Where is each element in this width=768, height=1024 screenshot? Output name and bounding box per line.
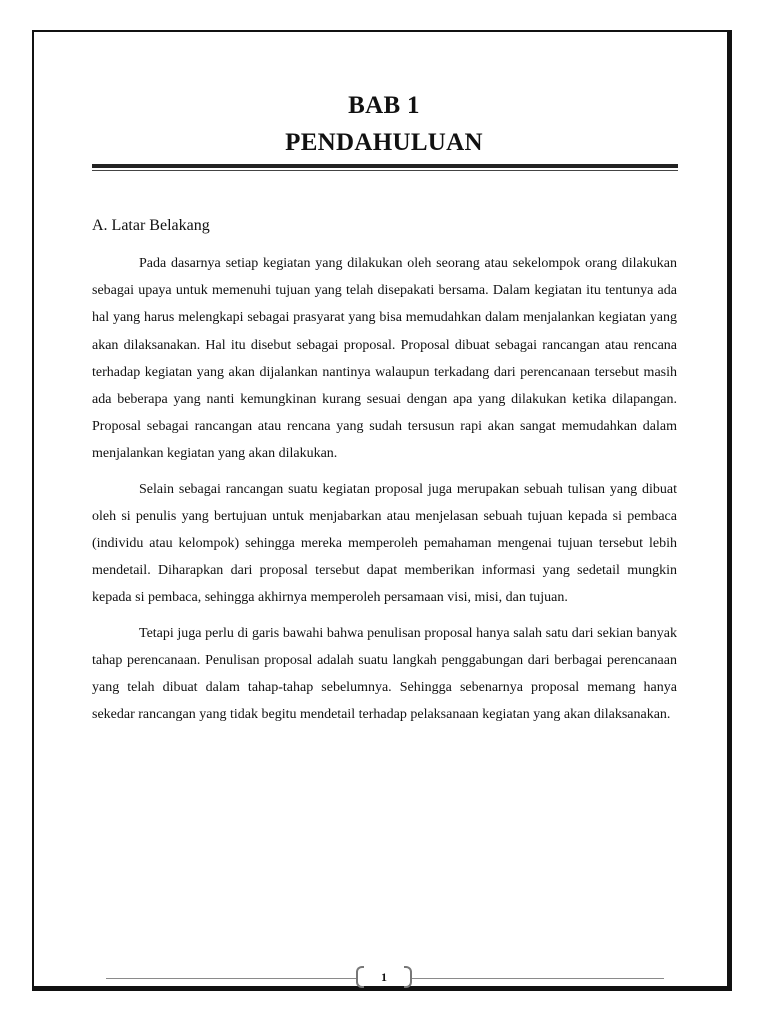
paragraph: Tetapi juga perlu di garis bawahi bahwa penulisan proposal hanya salah satu dari sekian banyak tahap perencanaan. Penulisan proposal adalah suatu langkah penggabungan dari berbagai perencanaan yang telah dibuat dalam tahap-tahap sebelumnya. Sehingga sebenarnya proposal memang hanya sekedar rancangan yang tidak begitu mendetail terhadap pelaksanaan kegiatan yang akan dilaksanakan. [92, 625, 677, 723]
footer-rule-left [106, 978, 356, 979]
section-heading: A. Latar Belakang [92, 217, 210, 234]
chapter-title: PENDAHULUAN [285, 129, 483, 156]
page-number: 1 [381, 970, 387, 984]
paragraph: Selain sebagai rancangan suatu kegiatan proposal juga merupakan sebuah tulisan yang dibuat oleh si penulis yang bertujuan untuk menjabarkan atau menjelasan sebuah tujuan kepada si pembaca (individu atau kelompok) sehingga mereka memperoleh pemahaman mengenai tujuan tersebut lebih mendetail. Diharapkan dari proposal tersebut dapat memberikan informasi yang sedetail mungkin kepada si pembaca, sehingga akhirnya memperoleh persamaan visi, misi, dan tujuan. [92, 481, 677, 606]
chapter-label: BAB 1 [348, 92, 420, 119]
right-bracket-icon [404, 966, 412, 988]
paragraph: Pada dasarnya setiap kegiatan yang dilakukan oleh seorang atau sekelompok orang dilakukan sebagai upaya untuk memenuhi tujuan yang telah disepakati bersama. Dalam kegiatan itu tentunya ada hal yang harus melengkapi sebagai prasyarat yang bisa memudahkan dalam menjalankan kegiatan yang akan dilaksanakan. Hal itu disebut sebagai proposal. Proposal dibuat sebagai rancangan atau rencana terhadap kegiatan yang akan dijalankan nantinya walaupun terkadang dari perencanaan tersebut masih ada beberapa yang nanti kemungkinan kurang sesuai dengan apa yang dilakukan ketika dilapangan. Proposal sebagai rancangan atau rencana yang sudah tersusun rapi akan sangat memudahkan dalam menjalankan kegiatan yang akan dilakukan. [92, 256, 677, 462]
title-rule-thin [92, 170, 678, 171]
page-number-box [356, 966, 412, 990]
footer-rule-right [412, 978, 664, 979]
title-rule-thick [92, 164, 678, 168]
body-text [92, 250, 677, 736]
